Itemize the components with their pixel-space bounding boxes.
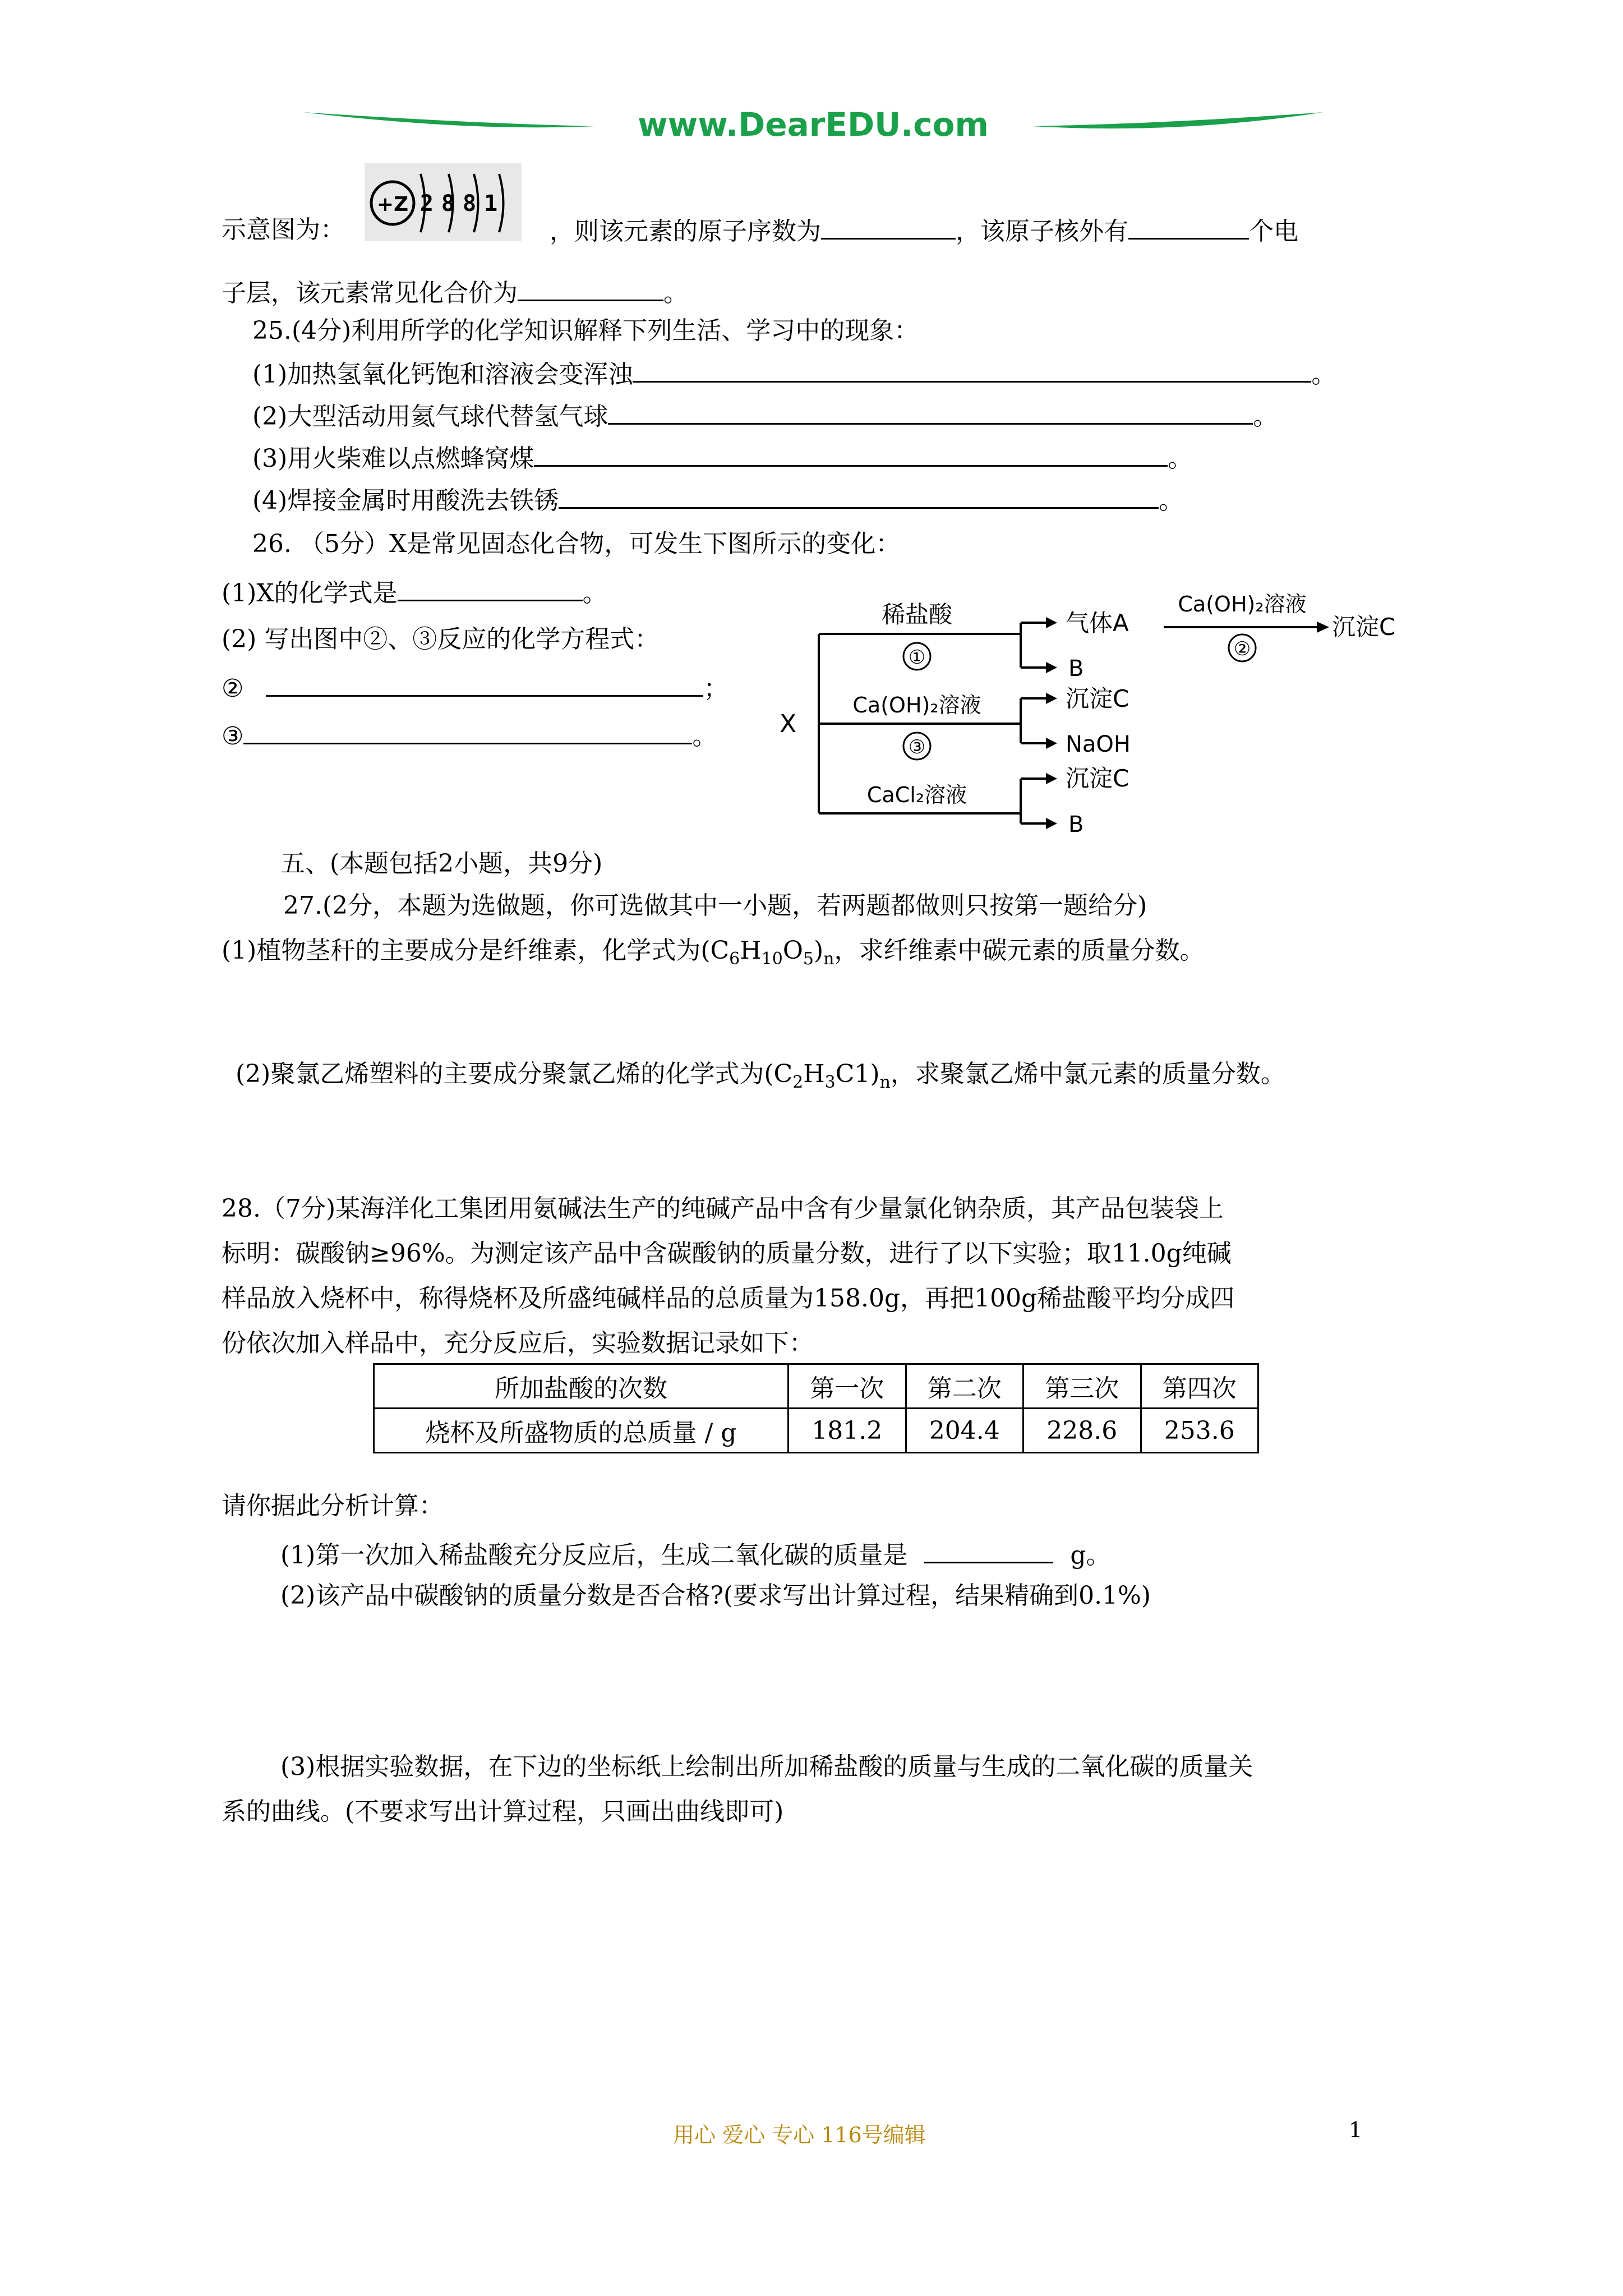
diagram-b-1: B [1068, 656, 1084, 682]
q27-p2-b: H [803, 1060, 825, 1088]
blank-equation-2[interactable] [266, 670, 703, 697]
q28-line-4: 份依次加入样品中，充分反应后，实验数据记录如下： [222, 1329, 814, 1358]
q26-eq3-label: ③ [222, 722, 244, 751]
q27-p1-b: H [740, 936, 762, 965]
q27-p2-e: ，求聚氯乙烯中氯元素的质量分数。 [890, 1060, 1285, 1088]
q25-item-1 [252, 356, 1336, 392]
q25-answer-4[interactable] [559, 482, 1159, 509]
q26-p1-label: (1)X的化学式是 [222, 579, 398, 608]
q26-p1-end: 。 [582, 579, 607, 608]
q27-part-2 [236, 1057, 1285, 1099]
table-header-cell: 第三次 [1023, 1364, 1141, 1409]
q26-eq2-label: ② [222, 674, 244, 703]
diagram-reagent-hcl: 稀盐酸 [881, 601, 953, 628]
q28-sub-1 [280, 1537, 1111, 1572]
table-cell: 253.6 [1141, 1409, 1258, 1453]
q27-p1-e: ，求纤维素中碳元素的质量分数。 [834, 936, 1205, 965]
q28-analyze: 请你据此分析计算： [222, 1492, 444, 1520]
diagram-gas-a: 气体A [1066, 609, 1129, 637]
page-number: 1 [1349, 2118, 1363, 2142]
table-cell: 228.6 [1023, 1409, 1141, 1453]
q25-title: 25.(4分)利用所学的化学知识解释下列生活、学习中的现象： [252, 316, 919, 345]
table-header-cell: 第四次 [1141, 1364, 1258, 1409]
q25-answer-1[interactable] [633, 356, 1311, 383]
q28-sub-3a: (3)根据实验数据，在下边的坐标纸上绘制出所加稀盐酸的质量与生成的二氧化碳的质量关 [280, 1752, 1253, 1781]
q24-pre: 示意图为： [222, 215, 345, 244]
q25-item-1-end: 。 [1311, 360, 1336, 389]
q24-line2b: 。 [663, 279, 688, 307]
section-5-heading: 五、(本题包括2小题，共9分) [280, 849, 603, 878]
q27-p2-n: n [879, 1073, 891, 1092]
table-header-row [374, 1364, 1258, 1409]
q25-item-4-end: 。 [1159, 486, 1184, 515]
q25-item-2 [252, 398, 1278, 434]
q27-p1-sub2: 10 [761, 949, 783, 969]
diagram-precipitate-c-top: 沉淀C [1332, 613, 1396, 641]
q28-sub-2: (2)该产品中碳酸钠的质量分数是否合格?(要求写出计算过程，结果精确到0.1%) [280, 1581, 1151, 1610]
q28-s1-label: (1)第一次加入稀盐酸充分反应后，生成二氧化碳的质量是 [280, 1541, 908, 1570]
q27-p1-a: (1)植物茎秆的主要成分是纤维素，化学式为(C [222, 936, 730, 965]
table-header-cell: 第一次 [789, 1364, 906, 1409]
diagram-x: X [780, 710, 797, 738]
diagram-b-2: B [1068, 812, 1084, 838]
data-table [373, 1363, 1259, 1453]
diagram-reagent-cacl2: CaCl₂溶液 [866, 783, 967, 807]
right-swoosh-decoration [1032, 112, 1324, 128]
q27-part-1 [222, 934, 1205, 976]
q26-eq2 [222, 670, 728, 706]
q27-p2-sub1: 2 [792, 1073, 804, 1092]
atom-structure-diagram [365, 163, 522, 241]
q25-item-3-end: 。 [1168, 444, 1193, 473]
q25-item-2-end: 。 [1253, 402, 1278, 431]
blank-shell-count[interactable] [1128, 213, 1249, 240]
footer-text: 用心 爱心 专心 116号编辑 [673, 2123, 926, 2147]
q25-item-3-label: (3)用火柴难以点燃蜂窝煤 [252, 444, 534, 473]
diagram-step-2: ② [1233, 638, 1251, 660]
q26-p1 [222, 575, 607, 610]
q27-p2-a: (2)聚氯乙烯塑料的主要成分聚氯乙烯的化学式为(C [236, 1060, 793, 1088]
table-row [374, 1409, 1258, 1453]
q25-item-2-label: (2)大型活动用氦气球代替氢气球 [252, 402, 608, 431]
q25-answer-3[interactable] [534, 440, 1168, 467]
q28-sub-3b: 系的曲线。(不要求写出计算过程，只画出曲线即可) [222, 1797, 784, 1826]
q24-line2a: 子层，该元素常见化合价为 [222, 279, 518, 307]
blank-x-formula[interactable] [398, 575, 583, 601]
q26-eq2-end: ； [703, 674, 728, 703]
q25-answer-2[interactable] [608, 398, 1253, 425]
q27-p1-c: O [782, 936, 803, 965]
q24-mid2: ，该原子核外有 [956, 217, 1128, 246]
q24-end: 个电 [1249, 217, 1298, 246]
diagram-naoh: NaOH [1066, 731, 1131, 757]
q25-item-4-label: (4)焊接金属时用酸洗去铁锈 [252, 486, 559, 515]
q25-item-3 [252, 440, 1192, 476]
q28-line-2: 标明：碳酸钠≥96%。为测定该产品中含碳酸钠的质量分数，进行了以下实验；取11.0g纯碱 [222, 1239, 1232, 1268]
q27-p2-c: C1) [835, 1060, 880, 1088]
header-banner [303, 101, 1324, 151]
diagram-reagent-caoh2: Ca(OH)₂溶液 [852, 693, 981, 717]
q27-p1-n: n [823, 949, 834, 969]
diagram-step-1: ① [908, 646, 926, 669]
q28-line-1: 28.（7分)某海洋化工集团用氨碱法生产的纯碱产品中含有少量氯化钠杂质，其产品包装袋上 [222, 1194, 1224, 1223]
nucleus-charge: +Z [376, 193, 409, 216]
q26-p2: (2) 写出图中②、③反应的化学方程式： [222, 625, 660, 654]
q24-line2 [222, 275, 688, 310]
q26-eq3 [222, 718, 717, 753]
left-swoosh-decoration [303, 112, 594, 127]
electron-shells: 2881 [419, 191, 506, 217]
blank-equation-3[interactable] [243, 718, 692, 744]
q26-title: 26. （5分）X是常见固态化合物，可发生下图所示的变化： [252, 530, 901, 558]
table-cell: 烧杯及所盛物质的总质量 / g [374, 1409, 789, 1453]
diagram-precipitate-c-3: 沉淀C [1066, 765, 1129, 792]
blank-co2-mass[interactable] [924, 1537, 1053, 1563]
q27-title: 27.(2分，本题为选做题，你可选做其中一小题，若两题都做则只按第一题给分) [283, 891, 1147, 920]
diagram-precipitate-c-2: 沉淀C [1066, 685, 1129, 712]
blank-valence[interactable] [518, 275, 663, 301]
table-cell: 181.2 [789, 1409, 906, 1453]
q24-line1-rest [550, 213, 1298, 249]
reaction-flow-diagram [751, 572, 1458, 841]
blank-atomic-number[interactable] [821, 213, 956, 240]
q27-p1-sub1: 6 [729, 949, 740, 969]
q24-line1 [222, 213, 345, 247]
table-header-cell: 第二次 [906, 1364, 1023, 1409]
q25-item-1-label: (1)加热氢氧化钙饱和溶液会变浑浊 [252, 360, 633, 389]
q27-p2-sub2: 3 [824, 1073, 836, 1092]
q25-item-4 [252, 482, 1183, 518]
diagram-reagent-caoh2-top: Ca(OH)₂溶液 [1178, 592, 1307, 616]
q27-p1-sub3: 5 [803, 949, 814, 969]
q27-p1-d: ) [814, 936, 824, 965]
diagram-step-3: ③ [908, 736, 926, 758]
table-cell: 204.4 [906, 1409, 1023, 1453]
q28-line-3: 样品放入烧杯中，称得烧杯及所盛纯碱样品的总质量为158.0g，再把100g稀盐酸平均分成四 [222, 1284, 1235, 1313]
site-name[interactable]: www.DearEDU.com [638, 105, 989, 144]
table-header-cell: 所加盐酸的次数 [374, 1364, 789, 1409]
q28-s1-unit: g。 [1070, 1541, 1111, 1570]
q24-mid1: ，则该元素的原子序数为 [550, 217, 821, 246]
q26-eq3-end: 。 [692, 722, 717, 751]
